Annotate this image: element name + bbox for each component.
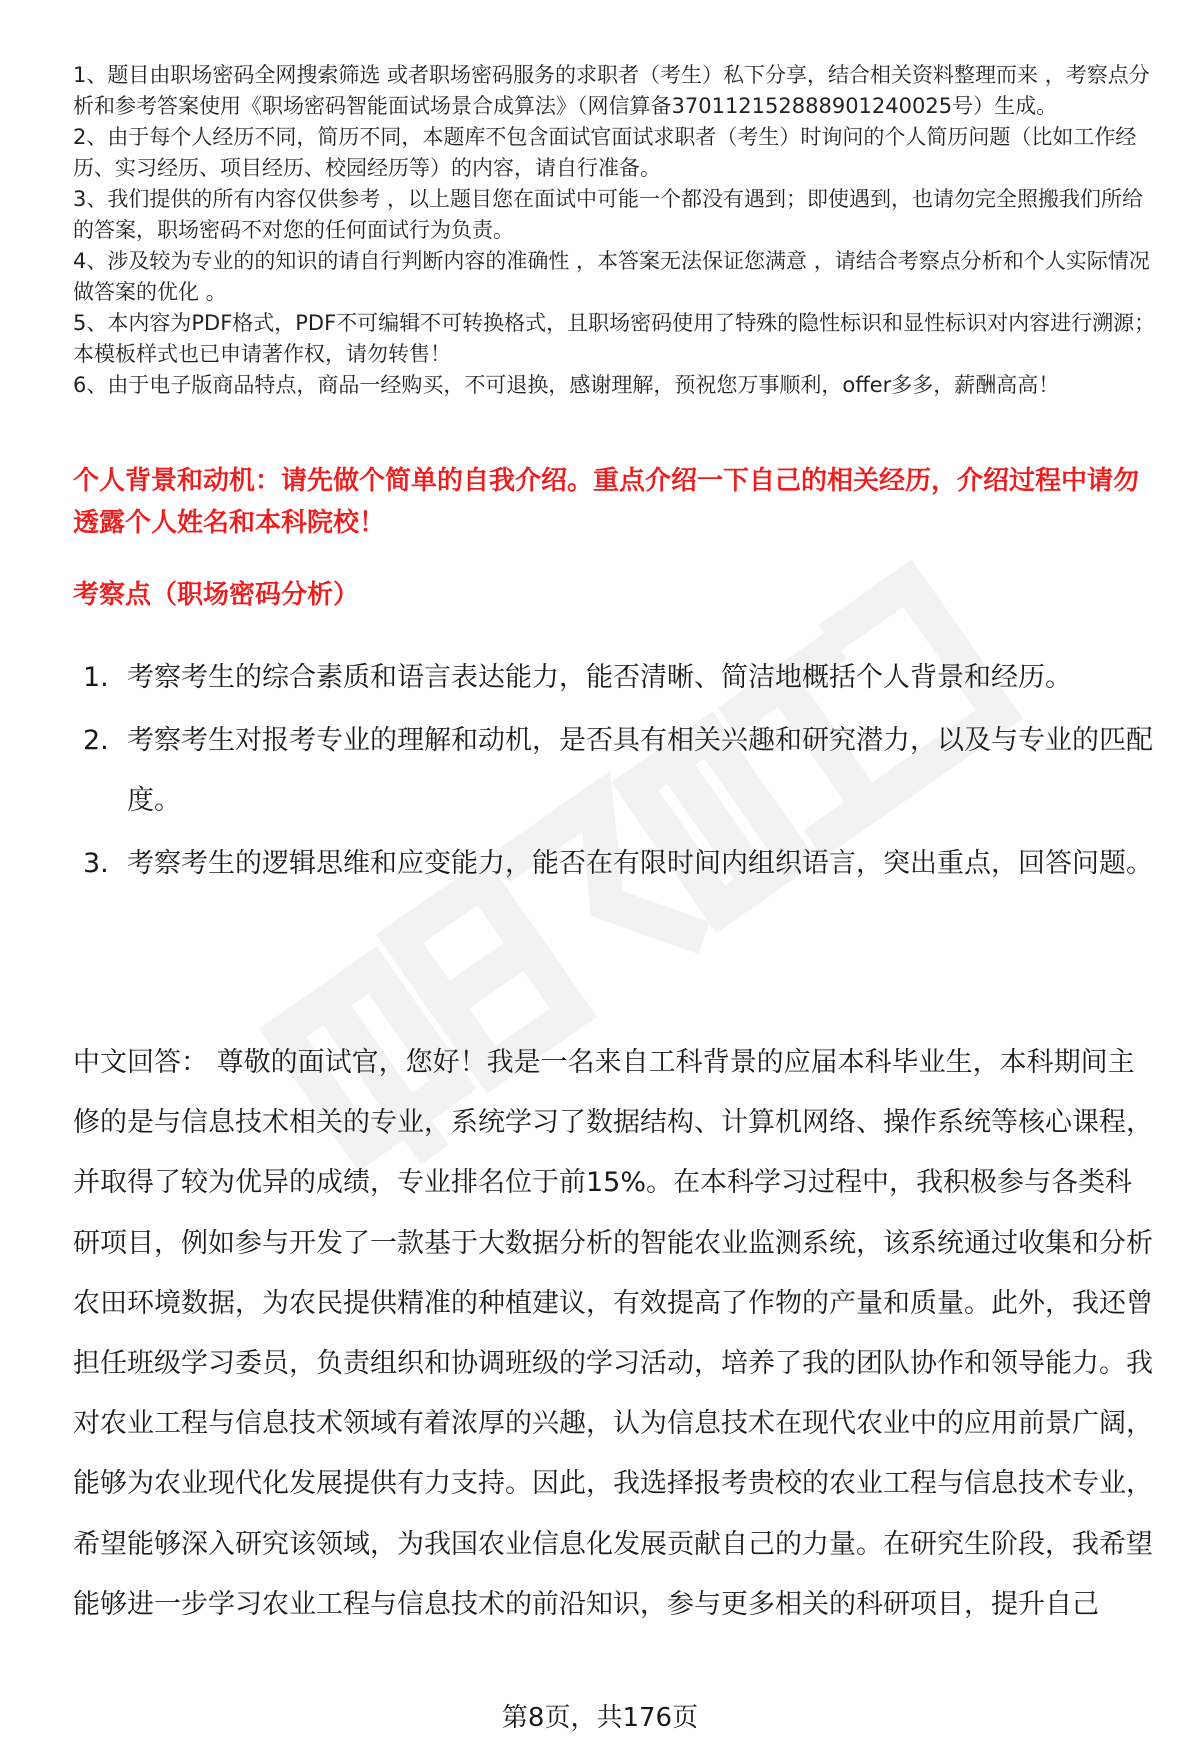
notice-item: 5、本内容为PDF格式，PDF不可编辑不可转换格式，且职场密码使用了特殊的隐性标识和显性标识对内容进行溯源；本模板样式也已申请著作权，请勿转售！ xyxy=(73,311,1156,366)
analysis-point xyxy=(73,648,1158,708)
question-title: 个人背景和动机：请先做个简单的自我介绍。重点介绍一下自己的相关经历，介绍过程中请勿透露个人姓名和本科院校！ xyxy=(73,466,1140,538)
point-number: 1. xyxy=(83,662,109,693)
answer-paragraph: 中文回答： 尊敬的面试官，您好！我是一名来自工科背景的应届本科毕业生，本科期间主修的是与信息技术相关的专业，系统学习了数据结构、计算机网络、操作系统等核心课程，并取得了较为优异的成绩，专业排名位于前15%。在本科学习过程中，我积极参与各类科研项目，例如参与开发了一款基于大数据分析的智能农业监测系统，该系统通过收集和分析农田环境数据，为农民提供精准的种植建议，有效提高了作物的产量和质量。此外，我还曾担任班级学习委员，负责组织和协调班级的学习活动，培养了我的团队协作和领导能力。我对农业工程与信息技术领域有着浓厚的兴趣，认为信息技术在现代农业中的应用前景广阔，能够为农业现代化发展提供有力支持。因此，我选择报考贵校的农业工程与信息技术专业，希望能够深入研究该领域，为我国农业信息化发展贡献自己的力量。在研究生阶段，我希望能够进一步学习农业工程与信息技术的前沿知识，参与更多相关的科研项目，提升自己 xyxy=(73,1047,1153,1620)
notice-item: 6、由于电子版商品特点，商品一经购买，不可退换，感谢理解，预祝您万事顺利，offer多多，薪酬高高！ xyxy=(73,373,1060,397)
point-text: 考察考生的逻辑思维和应变能力，能否在有限时间内组织语言，突出重点，回答问题。 xyxy=(127,848,1153,879)
analysis-heading: 考察点（职场密码分析） xyxy=(73,580,360,610)
notice-item: 3、我们提供的所有内容仅供参考 ，以上题目您在面试中可能一个都没有遇到；即使遇到，也请勿完全照搬我们所给的答案，职场密码不对您的任何面试行为负责。 xyxy=(73,187,1144,242)
analysis-point xyxy=(73,834,1158,894)
notice-item: 2、由于每个人经历不同，简历不同，本题库不包含面试官面试求职者（考生）时询问的个人简历问题（比如工作经历、实习经历、项目经历、校园经历等）的内容，请自行准备。 xyxy=(73,125,1137,180)
page-number: 第8页，共176页 xyxy=(501,1703,699,1733)
analysis-points-list xyxy=(73,648,1158,897)
notice-item: 1、题目由职场密码全网搜索筛选 或者职场密码服务的求职者（考生）私下分享，结合相关资料整理而来 ，考察点分析和参考答案使用《职场密码智能面试场景合成算法》（网信算备370112152888901240025号）生成。 xyxy=(73,63,1150,118)
point-text: 考察考生对报考专业的理解和动机，是否具有相关兴趣和研究潜力，以及与专业的匹配度。 xyxy=(127,725,1153,816)
notice-item: 4、涉及较为专业的的知识的请自行判断内容的准确性 ，本答案无法保证您满意 ，请结合考察点分析和个人实际情况做答案的优化 。 xyxy=(73,249,1150,304)
point-number: 3. xyxy=(83,848,109,879)
analysis-point xyxy=(73,711,1158,831)
notice-list xyxy=(73,60,1158,401)
point-text: 考察考生的综合素质和语言表达能力，能否清晰、简洁地概括个人背景和经历。 xyxy=(127,662,1072,693)
point-number: 2. xyxy=(83,725,109,756)
